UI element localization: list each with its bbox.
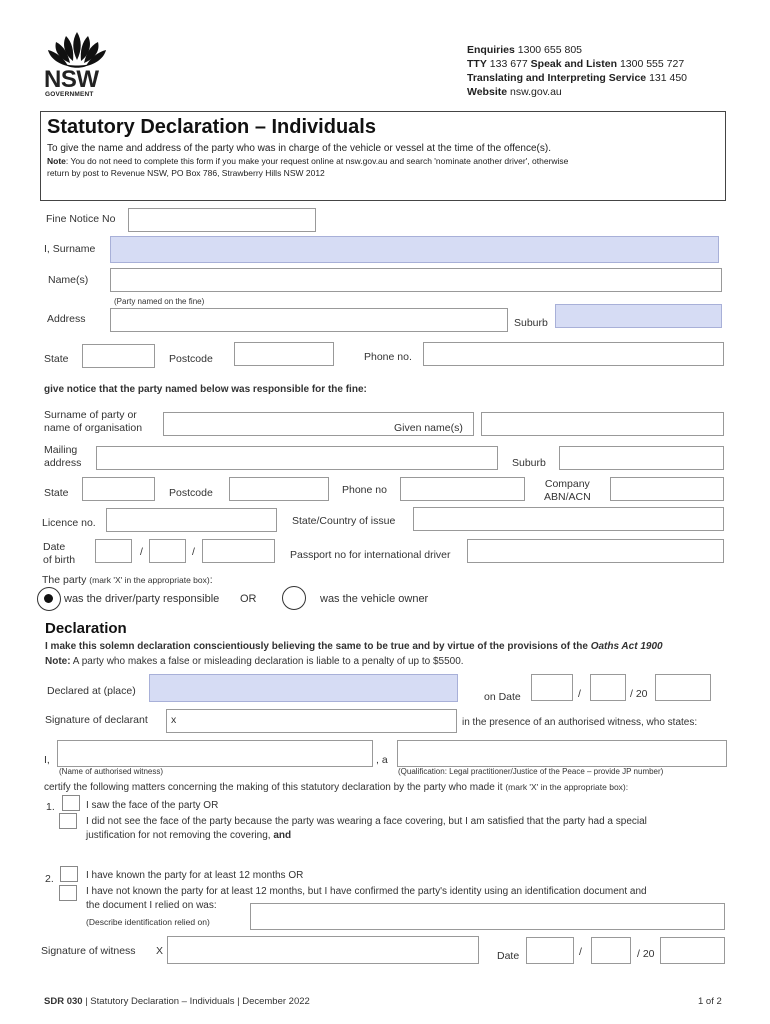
on-date-label: on Date: [484, 691, 521, 703]
address-label: Address: [47, 313, 86, 325]
company-label-1: Company: [544, 478, 590, 490]
fine-notice-input[interactable]: [128, 208, 316, 232]
website-label: Website: [467, 86, 508, 98]
certify-hint: (mark 'X' in the appropriate box):: [505, 782, 629, 792]
suburb-label: Suburb: [514, 317, 548, 329]
declared-year-prefix: / 20: [630, 688, 648, 700]
tty-value: 133 677: [489, 58, 528, 70]
names-label: Name(s): [48, 274, 89, 286]
declared-at-input[interactable]: [149, 674, 458, 702]
not-known-text: I have not known the party for at least 12 months, but I have confirmed the party's identity using an identification document and: [86, 886, 647, 897]
company-input[interactable]: [610, 477, 724, 501]
dob-slash-2: /: [192, 546, 195, 558]
declared-slash: /: [578, 688, 581, 700]
signature-declarant-x: x: [171, 714, 177, 726]
dob-day-input[interactable]: [95, 539, 132, 563]
document-relied-input[interactable]: [250, 903, 725, 930]
face-covering-text-2a: justification for not removing the covering,: [86, 830, 271, 841]
nsw-logo: [42, 30, 112, 100]
surname-party-label-2: name of organisation: [44, 422, 143, 434]
surname-label: I, Surname: [44, 243, 96, 255]
fine-notice-label: Fine Notice No: [46, 213, 116, 225]
notice-phone-input[interactable]: [400, 477, 525, 501]
mailing-label-1: Mailing: [44, 444, 78, 456]
solemn-main: I make this solemn declaration conscientiously believing the same to be true and by virtue of the provisions of the: [45, 641, 588, 652]
surname-input[interactable]: [110, 236, 719, 263]
note-label: Note: [47, 156, 66, 166]
declared-year-input[interactable]: [655, 674, 711, 701]
dob-label-1: Date: [43, 541, 66, 553]
face-covering-and: and: [273, 830, 292, 841]
witness-name-input[interactable]: [57, 740, 373, 767]
surname-party-label-1: Surname of party or: [44, 409, 137, 421]
saw-face-checkbox[interactable]: [62, 795, 80, 811]
item-1-number: 1.: [46, 801, 55, 813]
solemn-text: [45, 641, 663, 652]
mailing-label-2: address: [44, 457, 82, 469]
signature-witness-input[interactable]: [167, 936, 479, 964]
footer-code: SDR 030: [44, 996, 83, 1007]
face-covering-text: I did not see the face of the party because the party was wearing a face covering, but I am satisfied that the party had a special: [86, 816, 647, 827]
phone-label: Phone no.: [364, 351, 412, 363]
declared-month-input[interactable]: [590, 674, 626, 701]
driver-option-label: was the driver/party responsible: [64, 593, 220, 605]
passport-input[interactable]: [467, 539, 724, 563]
address-input[interactable]: [110, 308, 508, 332]
witness-date-label: Date: [497, 950, 520, 962]
witness-year-prefix: / 20: [637, 948, 655, 960]
logo-sub: GOVERNMENT: [45, 91, 94, 98]
passport-label: Passport no for international driver: [290, 549, 451, 561]
comma-a-label: , a: [376, 754, 388, 766]
dob-label: [43, 541, 75, 567]
names-input[interactable]: [110, 268, 722, 292]
notice-state-input[interactable]: [82, 477, 155, 501]
website-value: nsw.gov.au: [510, 86, 562, 98]
translating-value: 131 450: [649, 72, 688, 84]
presence-text: in the presence of an authorised witness, who states:: [462, 717, 698, 728]
notice-phone-label: Phone no: [342, 484, 387, 496]
witness-year-input[interactable]: [660, 937, 725, 964]
witness-day-input[interactable]: [526, 937, 574, 964]
state-label: State: [44, 353, 69, 365]
driver-radio-dot: [44, 594, 53, 603]
face-covering-checkbox[interactable]: [59, 813, 77, 829]
party-named-hint: (Party named on the fine): [114, 297, 205, 306]
driver-radio[interactable]: [37, 587, 61, 611]
note-text: : You do not need to complete this form if you make your request online at nsw.gov.au and search 'nominate another driver', otherwise: [65, 156, 569, 166]
postcode-label: Postcode: [169, 353, 213, 365]
notice-state-label: State: [44, 487, 69, 499]
dob-slash-1: /: [140, 546, 143, 558]
intro-text: To give the name and address of the party who was in charge of the vehicle or vessel at the time of the offence(s).: [47, 143, 551, 154]
mailing-address-input[interactable]: [96, 446, 498, 470]
tty-line: [467, 58, 684, 70]
signature-declarant-input[interactable]: [166, 709, 457, 733]
title-box: [40, 111, 726, 201]
postcode-input[interactable]: [234, 342, 334, 366]
licence-input[interactable]: [106, 508, 277, 532]
speak-label: Speak and Listen: [530, 58, 618, 70]
item-2-number: 2.: [45, 873, 54, 885]
company-label-2: ABN/ACN: [544, 491, 591, 503]
saw-face-text: I saw the face of the party OR: [86, 800, 219, 811]
page-title: Statutory Declaration – Individuals: [47, 116, 376, 138]
owner-option-label: was the vehicle owner: [320, 593, 429, 605]
qualification-input[interactable]: [397, 740, 727, 767]
translating-line: [467, 72, 687, 84]
declared-at-label: Declared at (place): [47, 685, 136, 697]
state-country-input[interactable]: [413, 507, 724, 531]
enquiries-value: 1300 655 805: [517, 44, 583, 56]
signature-declarant-label: Signature of declarant: [45, 714, 148, 726]
declared-day-input[interactable]: [531, 674, 573, 701]
known-12-months-text: I have known the party for at least 12 months OR: [86, 870, 304, 881]
notice-postcode-label: Postcode: [169, 487, 213, 499]
dob-month-input[interactable]: [149, 539, 186, 563]
owner-radio[interactable]: [282, 586, 306, 610]
face-covering-text-2: [86, 830, 291, 841]
mailing-label: [44, 444, 81, 470]
given-names-input[interactable]: [481, 412, 724, 436]
note-line-2: return by post to Revenue NSW, PO Box 786, Strawberry Hills NSW 2012: [47, 168, 325, 178]
website-line: [467, 86, 562, 98]
notice-suburb-input[interactable]: [559, 446, 724, 470]
enquiries-line: [467, 44, 582, 56]
party-mark-label-a: The party: [42, 574, 87, 586]
signature-witness-label: Signature of witness: [41, 945, 136, 957]
footer-left: [44, 996, 310, 1007]
dob-year-input[interactable]: [202, 539, 275, 563]
state-country-label: State/Country of issue: [292, 515, 396, 527]
dob-label-2: of birth: [43, 554, 76, 566]
signature-witness-x: X: [156, 945, 164, 957]
footer-text: | Statutory Declaration – Individuals | December 2022: [85, 996, 310, 1007]
notice-suburb-label: Suburb: [512, 457, 546, 469]
state-input[interactable]: [82, 344, 155, 368]
witness-month-input[interactable]: [591, 937, 631, 964]
witness-name-hint: (Name of authorised witness): [59, 767, 164, 776]
notice-postcode-input[interactable]: [229, 477, 329, 501]
not-known-checkbox[interactable]: [59, 885, 77, 901]
speak-value: 1300 555 727: [619, 58, 685, 70]
party-mark-hint: (mark 'X' in the appropriate box): [89, 575, 210, 585]
certify-text: [44, 782, 628, 793]
phone-input[interactable]: [423, 342, 724, 366]
witness-slash: /: [579, 946, 582, 958]
company-label: [544, 478, 591, 504]
party-mark-colon: :: [209, 574, 213, 586]
given-names-label: Given name(s): [394, 422, 463, 434]
document-relied-label: the document I relied on was:: [86, 900, 217, 911]
i-label: I,: [44, 754, 50, 766]
penalty-note-label: Note:: [45, 656, 71, 667]
oaths-act: Oaths Act 1900: [590, 641, 663, 652]
licence-label: Licence no.: [42, 517, 96, 529]
certify-main: certify the following matters concerning the making of this statutory declaration by the party who made it: [44, 782, 503, 793]
penalty-note-text: A party who makes a false or misleading declaration is liable to a penalty of up to $5500.: [72, 656, 464, 667]
declaration-heading: Declaration: [45, 620, 127, 637]
document-relied-hint: (Describe identification relied on): [86, 917, 210, 927]
page-number: 1 of 2: [698, 996, 722, 1007]
or-label: OR: [240, 593, 257, 605]
suburb-input[interactable]: [555, 304, 722, 328]
note-line: [47, 156, 568, 166]
tty-label: TTY: [467, 58, 487, 70]
translating-label: Translating and Interpreting Service: [467, 72, 647, 84]
surname-party-label: [44, 409, 142, 435]
logo-main: NSW: [44, 66, 99, 93]
party-mark-label: [42, 574, 213, 586]
penalty-note: [45, 656, 464, 667]
notice-heading: give notice that the party named below was responsible for the fine:: [44, 384, 367, 395]
waratah-icon: [44, 30, 110, 70]
qualification-hint: (Qualification: Legal practitioner/Justice of the Peace – provide JP number): [398, 767, 664, 776]
enquiries-label: Enquiries: [467, 44, 515, 56]
known-12-months-checkbox[interactable]: [60, 866, 78, 882]
